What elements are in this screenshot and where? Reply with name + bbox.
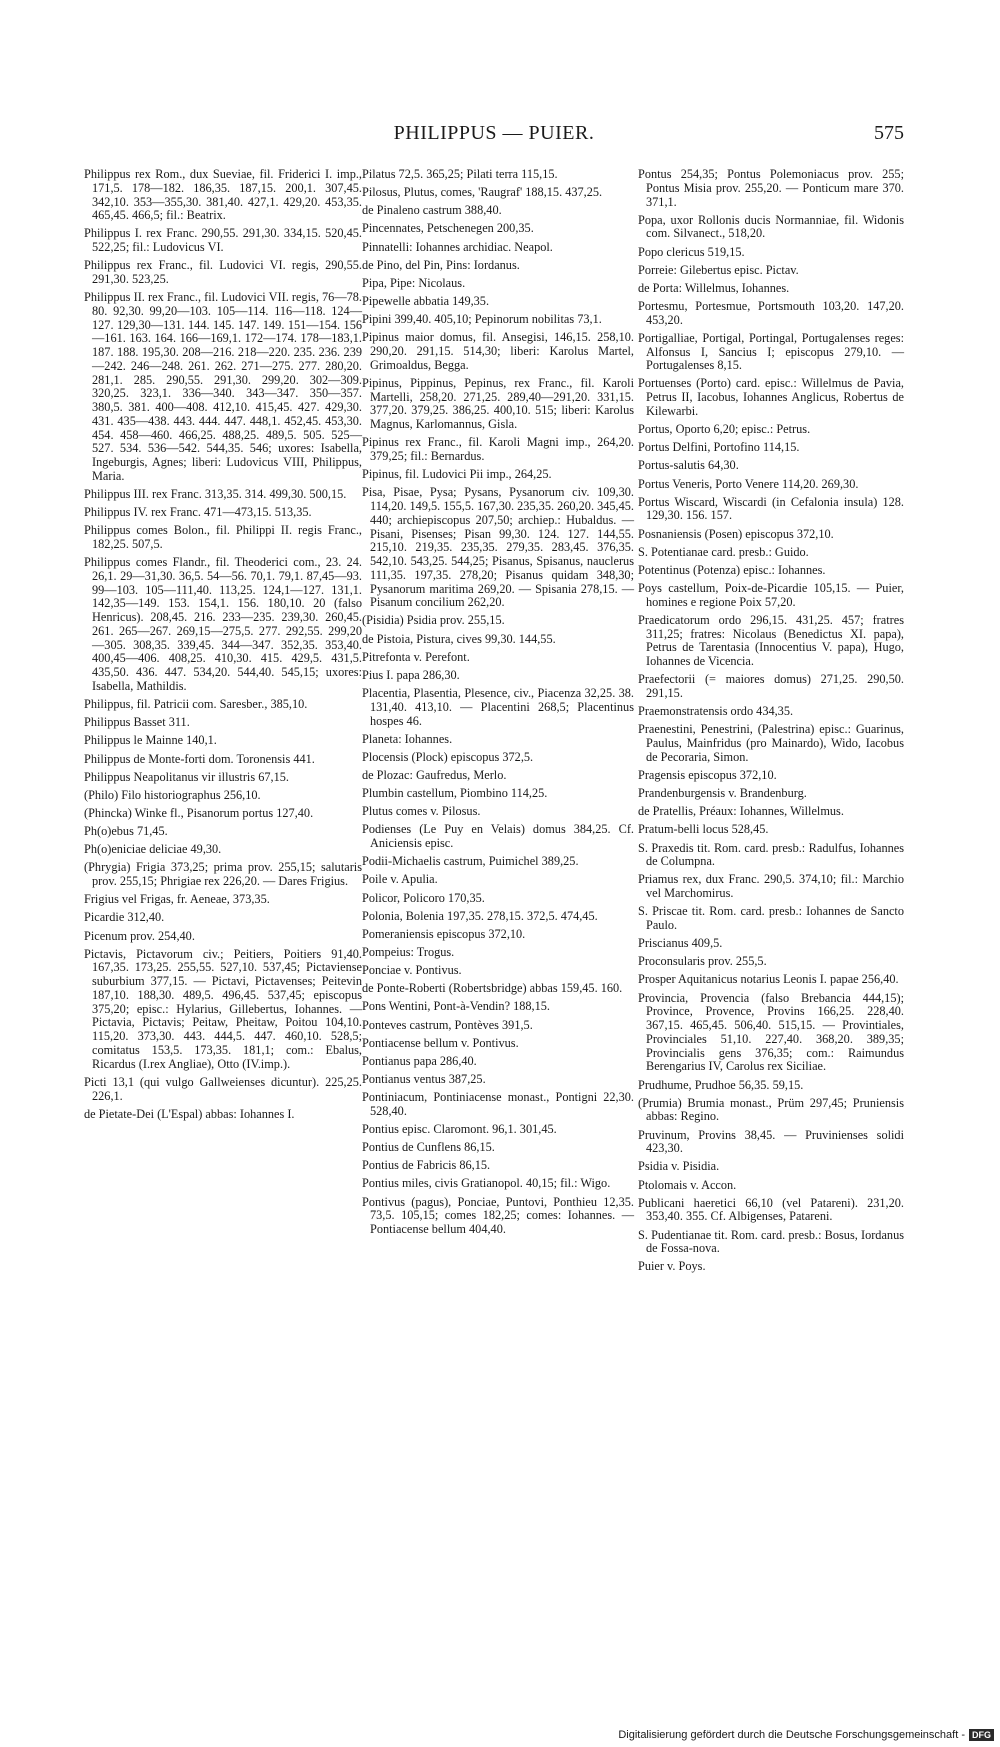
- index-entry: Pompeius: Trogus.: [362, 944, 455, 959]
- index-entry: Pontius de Cunflens 86,15.: [362, 1140, 495, 1155]
- index-entry: Portus Veneris, Porto Venere 114,20. 269,30.: [638, 476, 859, 491]
- index-entry: S. Priscae tit. Rom. card. presb.: Iohannes de Sancto Paulo.: [638, 904, 904, 933]
- index-entry: Praedicatorum ordo 296,15. 431,25. 457; fratres 311,25; fratres: Nicolaus (Benedictus XI. papa), Petrus de Tarentasia (Innocentius V. papa), Hugo, Iohannes de Vicencia.: [638, 612, 904, 669]
- index-entry: Portigalliae, Portigal, Portingal, Portugalenses reges: Alfonsus I, Sancius I; episcopus 279,10. — Portugalenses 8,15.: [638, 330, 904, 373]
- index-entry: S. Praxedis tit. Rom. card. presb.: Radulfus, Iohannes de Columpna.: [638, 840, 904, 869]
- index-entry: Pipinus maior domus, fil. Ansegisi, 146,15. 258,10. 290,20. 291,15. 514,30; liberi: Karolus Martel, Grimoaldus, Begga.: [362, 330, 634, 372]
- index-entry: Placentia, Plasentia, Plesence, civ., Piacenza 32,25. 38. 131,40. 413,10. — Placentini 268,5; Placentinus hospes 46.: [362, 686, 634, 728]
- index-entry: Praenestini, Penestrini, (Palestrina) episc.: Guarinus, Paulus, Mainfridus (pro Mainardo), Wido, Iacobus de Pecoraria, Simon.: [638, 722, 904, 764]
- index-entry: Podii-Michaelis castrum, Puimichel 389,25.: [362, 854, 579, 869]
- index-entry: Pipinus rex Franc., fil. Karoli Magni imp., 264,20. 379,25; fil.: Bernardus.: [362, 435, 634, 464]
- index-entry: Prandenburgensis v. Brandenburg.: [638, 786, 807, 801]
- index-entry: de Ponte-Roberti (Robertsbridge) abbas 159,45. 160.: [362, 981, 623, 996]
- index-entry: Portesmu, Portesmue, Portsmouth 103,20. 147,20. 453,20.: [638, 298, 904, 327]
- index-entry: Philippus IV. rex Franc. 471—473,15. 513,35.: [84, 505, 312, 520]
- dfg-logo: DFG: [969, 1729, 994, 1741]
- index-entry: Prosper Aquitanicus notarius Leonis I. papae 256,40.: [638, 972, 899, 987]
- index-entry: Plumbin castellum, Piombino 114,25.: [362, 786, 548, 801]
- index-entry: Portuenses (Porto) card. episc.: Willelmus de Pavia, Petrus II, Iacobus, Iohannes Anglicus, Robertus de Kilewarbi.: [638, 376, 904, 418]
- index-column-1: [84, 168, 362, 1126]
- index-entry: Pisa, Pisae, Pysa; Pysans, Pysanorum civ. 109,30. 114,20. 149,5. 155,5. 167,30. 235,35. 260,20. 345,45. 440; archiepiscopus 207,50; archiep.: Hubaldus. — Pisani, Pisenses; Pisan 99,30. 124. 127. 144,55. 215,10. 219,35. 235,35. 279,35. 283,45. 376,35. 542,10. 543,25. 544,25; Pisanus, Spisanus, nauclerus 111,35. 197,35. 278,20; Pisanus quidam 348,30; Pysanorum maritima 269,20. — Spisania 278,15. — Pisanum concilium 262,20.: [362, 485, 634, 610]
- index-column-3: [638, 168, 904, 1279]
- index-entry: Pontivus (pagus), Ponciae, Puntovi, Ponthieu 12,35. 73,5. 105,15; comes 182,25; comes: Iohannes. — Pontiacense bellum 404,40.: [362, 1194, 634, 1237]
- page-header: [84, 122, 904, 152]
- index-entry: Pitrefonta v. Perefont.: [362, 649, 470, 664]
- index-entry: Picti 13,1 (qui vulgo Gallweienses dicuntur). 225,25. 226,1.: [84, 1074, 362, 1103]
- index-entry: (Phrygia) Frigia 373,25; prima prov. 255,15; salutaris prov. 255,15; Phrigiae rex 226,20. — Dares Frigius.: [84, 860, 362, 889]
- index-entry: Pontiacense bellum v. Pontivus.: [362, 1035, 519, 1050]
- index-entry: Frigius vel Frigas, fr. Aeneae, 373,35.: [84, 892, 270, 907]
- index-entry: Pragensis episcopus 372,10.: [638, 767, 777, 782]
- footer-credit: [618, 1729, 994, 1741]
- index-entry: S. Potentianae card. presb.: Guido.: [638, 544, 809, 559]
- index-entry: de Pinaleno castrum 388,40.: [362, 203, 502, 218]
- index-entry: Pons Wentini, Pont-à-Vendin? 188,15.: [362, 999, 551, 1014]
- index-entry: Pontianus papa 286,40.: [362, 1053, 477, 1068]
- index-entry: Philippus le Mainne 140,1.: [84, 733, 217, 748]
- index-entry: Psidia v. Pisidia.: [638, 1159, 720, 1174]
- index-entry: Ph(o)ebus 71,45.: [84, 824, 168, 839]
- index-entry: Philippus II. rex Franc., fil. Ludovici VII. regis, 76—78. 80. 92,30. 99,20—103. 105—114. 116—118. 124—127. 129,30—131. 144. 145. 147. 149. 151—154. 156—161. 163. 164. 166—169,1. 172—174. 178—183,1. 187. 188. 195,30. 208—216. 218—220. 235. 236. 239—242. 246—248. 261. 262. 271—275. 277. 280,20. 281,1. 285. 290,55. 291,30. 299,20. 302—309. 320,25. 323,1. 336—340. 343—347. 350—357. 380,5. 381. 400—408. 412,10. 415,45. 427. 429,30. 431. 435—438. 443. 444. 447. 448,1. 452,45. 453,30. 454. 458—460. 466,25. 488,25. 489,5. 505. 525—527. 534. 536—542. 544,35. 546; uxores: Isabella, Ingeburgis, Agnes; liberi: Ludovicus VIII, Philippus, Maria.: [84, 290, 362, 483]
- index-entry: Pincennates, Petschenegen 200,35.: [362, 221, 534, 236]
- index-entry: Pictavis, Pictavorum civ.; Peitiers, Poitiers 91,40. 167,35. 173,25. 255,55. 527,10. 537,45; Pictaviense suburbium 377,15. — Pictavi, Pictavenses; Peitevin 187,10. 188,30. 489,5. 496,45. 537,45; episcopus 375,20; episc.: Hylarius, Gillebertus, Iohannes. — Pictavia, Pictavis; Peitaw, Pheitaw, Poitou 104,10. 115,20. 373,30. 443. 444,5. 447. 460,10. 528,5; comitatus 153,5. 173,35. 181,1; com.: Ebalus, Ricardus (I.rex Angliae), Otto (IV.imp.).: [84, 946, 362, 1071]
- index-entry: Philippus comes Bolon., fil. Philippi II. regis Franc., 182,25. 507,5.: [84, 523, 362, 552]
- index-entry: (Prumia) Brumia monast., Prüm 297,45; Pruniensis abbas: Regino.: [638, 1095, 904, 1124]
- index-entry: Prudhume, Prudhoe 56,35. 59,15.: [638, 1077, 804, 1092]
- index-entry: Proconsularis prov. 255,5.: [638, 954, 767, 969]
- index-entry: Podienses (Le Puy en Velais) domus 384,25. Cf. Aniciensis episc.: [362, 822, 634, 851]
- index-entry: Porreie: Gilebertus episc. Pictav.: [638, 262, 799, 277]
- index-entry: Pontianus ventus 387,25.: [362, 1071, 486, 1086]
- index-entry: Plutus comes v. Pilosus.: [362, 804, 481, 819]
- index-entry: Plocensis (Plock) episcopus 372,5.: [362, 749, 534, 764]
- index-entry: Pius I. papa 286,30.: [362, 667, 460, 682]
- index-entry: Portus, Oporto 6,20; episc.: Petrus.: [638, 422, 811, 437]
- index-entry: Pruvinum, Provins 38,45. — Pruvinienses solidi 423,30.: [638, 1127, 904, 1156]
- index-entry: de Pietate-Dei (L'Espal) abbas: Iohannes I.: [84, 1106, 295, 1121]
- footer-text: Digitalisierung gefördert durch die Deutsche Forschungsgemeinschaft -: [618, 1729, 965, 1741]
- index-entry: Praemonstratensis ordo 434,35.: [638, 704, 794, 719]
- index-entry: Pipa, Pipe: Nicolaus.: [362, 275, 466, 290]
- index-entry: Philippus Basset 311.: [84, 715, 190, 730]
- index-entry: Pipinus, fil. Ludovici Pii imp., 264,25.: [362, 467, 552, 482]
- index-column-2: [362, 168, 634, 1241]
- index-entry: Philippus rex Rom., dux Sueviae, fil. Friderici I. imp., 171,5. 178—182. 186,35. 187,15. 200,1. 307,45. 342,10. 353—355,30. 381,40. 427,1. 429,20. 453,35. 465,45. 466,5; fil.: Beatrix.: [84, 167, 362, 223]
- index-entry: (Phincka) Winke fl., Pisanorum portus 127,40.: [84, 805, 314, 820]
- index-entry: de Pistoia, Pistura, cives 99,30. 144,55.: [362, 631, 556, 646]
- index-entry: Pilatus 72,5. 365,25; Pilati terra 115,15.: [362, 167, 558, 181]
- index-entry: Ponciae v. Pontivus.: [362, 963, 462, 978]
- index-entry: Puier v. Poys.: [638, 1259, 706, 1274]
- index-entry: Popo clericus 519,15.: [638, 244, 745, 259]
- index-entry: Pipewelle abbatia 149,35.: [362, 293, 490, 308]
- index-entry: Pontius de Fabricis 86,15.: [362, 1158, 491, 1173]
- index-entry: Priscianus 409,5.: [638, 936, 723, 951]
- index-entry: Pilosus, Plutus, comes, 'Raugraf' 188,15. 437,25.: [362, 185, 603, 200]
- index-entry: Philippus comes Flandr., fil. Theoderici com., 23. 24. 26,1. 29—31,30. 36,5. 54—56. 70,1. 79,1. 87,45—93. 99—103. 105—111,40. 113,25. 124,1—127. 131,1. 142,35—149. 153. 154,1. 156. 180,10. 20 (falso Henricus). 208,45. 216. 233—235. 239,30. 260,45. 261. 265—267. 269,15—275,5. 277. 292,55. 299,20—305. 308,35. 339,45. 344—347. 352,35. 353,40. 400,45—406. 408,25. 410,30. 415. 429,5. 431,5. 435,50. 436. 447. 534,20. 544,40. 545,15; uxores: Isabella, Mathildis.: [84, 555, 362, 693]
- index-entry: Policor, Policoro 170,35.: [362, 890, 485, 905]
- index-entry: Philippus Neapolitanus vir illustris 67,15.: [84, 769, 289, 784]
- index-entry: Potentinus (Potenza) episc.: Iohannes.: [638, 562, 826, 577]
- index-entry: Ponteves castrum, Pontèves 391,5.: [362, 1017, 533, 1032]
- index-entry: Pontus 254,35; Pontus Polemoniacus prov. 255; Pontus Misia prov. 255,20. — Ponticum mare 370. 371,1.: [638, 167, 904, 209]
- index-entry: Ph(o)eniciae deliciae 49,30.: [84, 842, 222, 857]
- index-entry: de Pratellis, Préaux: Iohannes, Willelmus.: [638, 804, 844, 819]
- index-entry: Picenum prov. 254,40.: [84, 928, 195, 943]
- index-entry: (Pisidia) Psidia prov. 255,15.: [362, 613, 505, 628]
- index-entry: de Plozac: Gaufredus, Merlo.: [362, 767, 507, 782]
- index-entry: Poile v. Apulia.: [362, 872, 438, 887]
- index-entry: Provincia, Provencia (falso Brebancia 444,15); Province, Provence, Provins 166,25. 228,40. 367,15. 465,45. 506,40. 515,15. — Provintiales, Provinciales 51,10. 227,40. 368,20. 389,35; Provincialis gens 376,35; com.: Raimundus Berengarius IV, Carolus rex Siciliae.: [638, 990, 904, 1074]
- index-entry: de Porta: Willelmus, Iohannes.: [638, 280, 790, 295]
- index-entry: Pratum-belli locus 528,45.: [638, 822, 769, 837]
- index-entry: Pomeraniensis episcopus 372,10.: [362, 926, 526, 941]
- index-entry: Poys castellum, Poix-de-Picardie 105,15. — Puier, homines e regione Poix 57,20.: [638, 581, 904, 609]
- index-entry: Pontiniacum, Pontiniacense monast., Pontigni 22,30. 528,40.: [362, 1090, 634, 1118]
- index-entry: Picardie 312,40.: [84, 910, 165, 925]
- index-entry: Posnaniensis (Posen) episcopus 372,10.: [638, 526, 834, 541]
- index-entry: Pipini 399,40. 405,10; Pepinorum nobilitas 73,1.: [362, 312, 602, 327]
- index-entry: Pontius episc. Claromont. 96,1. 301,45.: [362, 1121, 557, 1136]
- index-entry: Philippus rex Franc., fil. Ludovici VI. regis, 290,55. 291,30. 523,25.: [84, 258, 362, 287]
- index-entry: S. Pudentianae tit. Rom. card. presb.: Bosus, Iordanus de Fossa-nova.: [638, 1227, 904, 1256]
- index-entry: Praefectorii (= maiores domus) 271,25. 290,50. 291,15.: [638, 672, 904, 701]
- index-entry: Planeta: Iohannes.: [362, 731, 453, 746]
- index-entry: Pinnatelli: Iohannes archidiac. Neapol.: [362, 239, 553, 254]
- index-entry: de Pino, del Pin, Pins: Iordanus.: [362, 257, 520, 272]
- index-entry: Priamus rex, dux Franc. 290,5. 374,10; fil.: Marchio vel Marchomirus.: [638, 872, 904, 901]
- index-entry: Portus-salutis 64,30.: [638, 458, 739, 473]
- index-entry: Portus Delfini, Portofino 114,15.: [638, 440, 800, 455]
- index-entry: Philippus de Monte-forti dom. Toronensis 441.: [84, 751, 315, 766]
- index-entry: Ptolomais v. Accon.: [638, 1177, 737, 1192]
- index-entry: Pontius miles, civis Gratianopol. 40,15; fil.: Wigo.: [362, 1176, 611, 1191]
- index-entry: (Philo) Filo historiographus 256,10.: [84, 787, 261, 802]
- index-entry: Pipinus, Pippinus, Pepinus, rex Franc., fil. Karoli Martelli, 258,20. 271,25. 289,40—291,20. 331,15. 377,20. 379,25. 386,25. 400,10. 515; liberi: Karolus Magnus, Karlomannus, Gisla.: [362, 375, 634, 432]
- page-number: 575: [874, 122, 904, 144]
- index-entry: Philippus I. rex Franc. 290,55. 291,30. 334,15. 520,45. 522,25; fil.: Ludovicus VI.: [84, 226, 362, 255]
- index-entry: Publicani haeretici 66,10 (vel Patareni). 231,20. 353,40. 355. Cf. Albigenses, Patareni.: [638, 1195, 904, 1224]
- index-entry: Philippus III. rex Franc. 313,35. 314. 499,30. 500,15.: [84, 487, 347, 502]
- index-entry: Portus Wiscard, Wiscardi (in Cefalonia insula) 128. 129,30. 156. 157.: [638, 494, 904, 523]
- index-entry: Popa, uxor Rollonis ducis Normanniae, fil. Widonis com. Silvanect., 518,20.: [638, 212, 904, 241]
- header-title: PHILIPPUS — PUIER.: [393, 122, 595, 144]
- index-entry: Philippus, fil. Patricii com. Saresber., 385,10.: [84, 697, 308, 712]
- index-entry: Polonia, Bolenia 197,35. 278,15. 372,5. 474,45.: [362, 908, 598, 923]
